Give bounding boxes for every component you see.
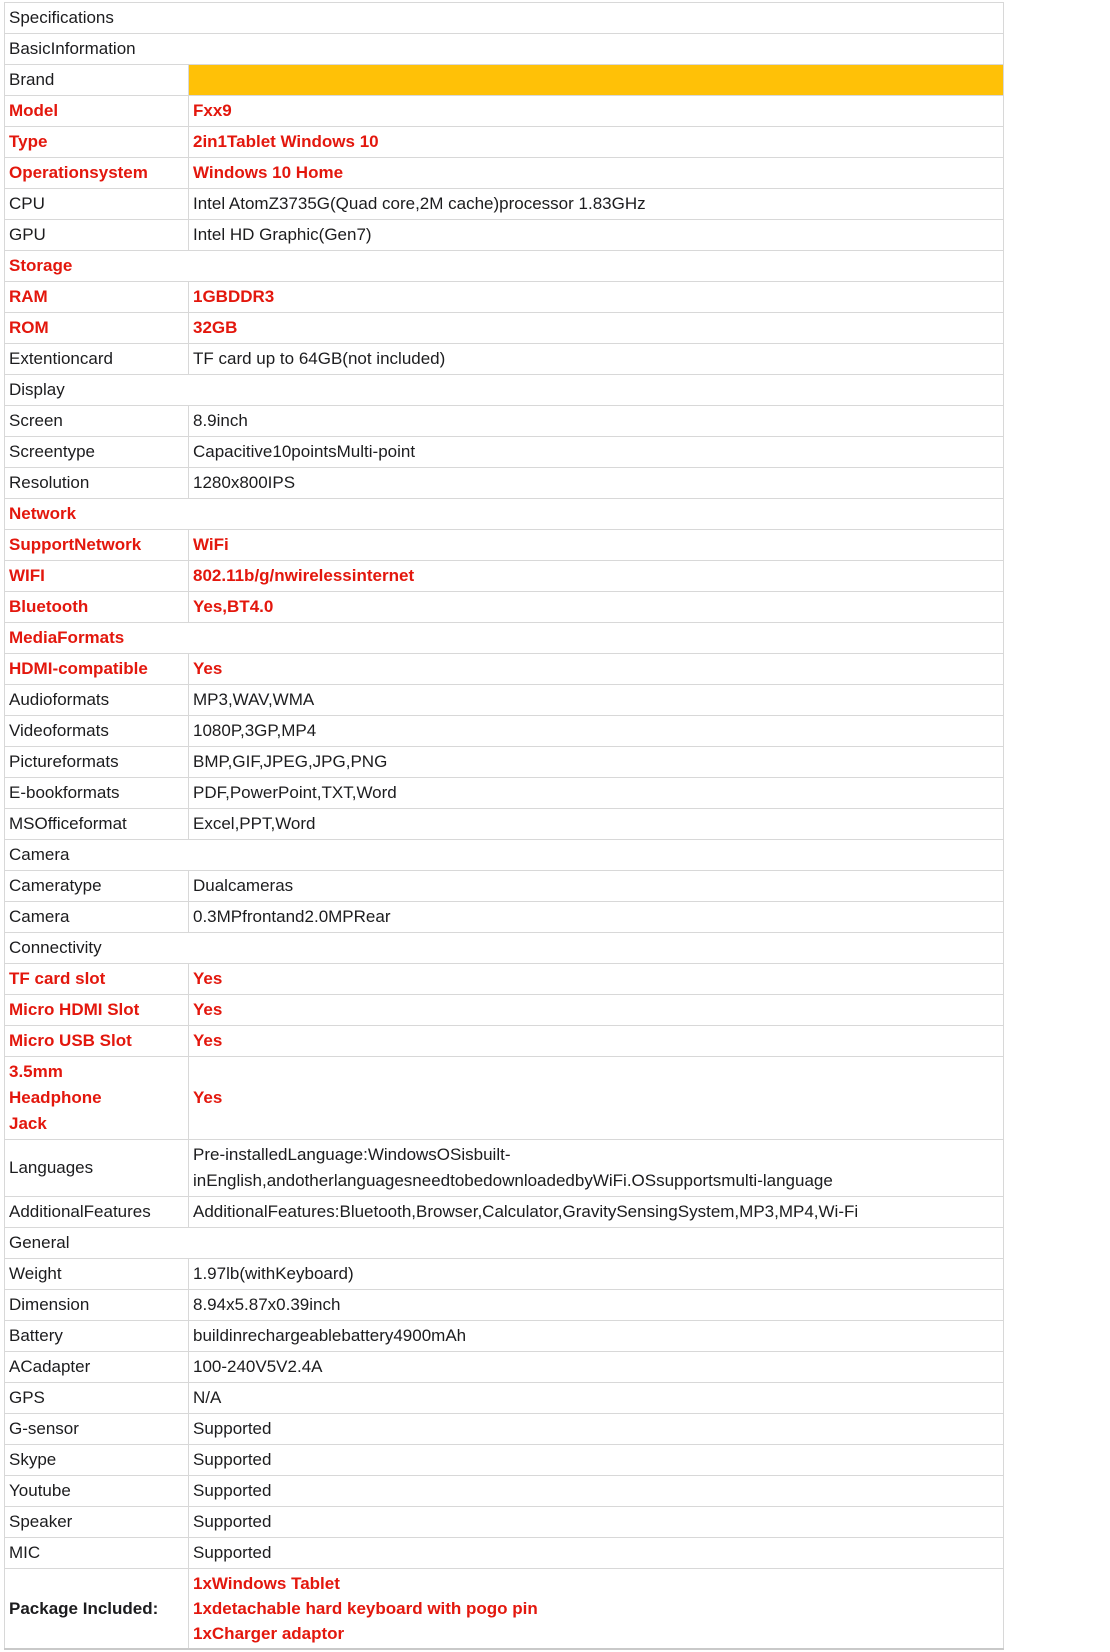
spec-label-cell [5,685,189,716]
spec-label: Battery [9,1326,63,1345]
section-row [5,933,1004,964]
spec-label: Cameratype [9,876,102,895]
spec-value-cell: buildinrechargeablebattery4900mAh [189,1321,1004,1352]
spec-label-cell [5,65,189,96]
spec-label: Brand [9,70,55,89]
spec-value-line: 1xWindows Tablet [193,1574,340,1593]
spec-row [5,344,1004,375]
section-header: BasicInformation [5,34,1004,65]
section-row [5,840,1004,871]
spec-value-cell: Intel AtomZ3735G(Quad core,2M cache)processor 1.83GHz [189,189,1004,220]
spec-label: GPS [9,1388,45,1407]
spec-value-cell: Dualcameras [189,871,1004,902]
spec-label: Screentype [9,442,95,461]
spec-label-cell [5,1507,189,1538]
spec-row [5,809,1004,840]
spec-row [5,1507,1004,1538]
section-header: General [5,1228,1004,1259]
spec-value-cell: N/A [189,1383,1004,1414]
spec-label: WIFI [9,566,45,585]
section-row [5,251,1004,282]
spec-label: ROM [9,318,49,337]
spec-label: G-sensor [9,1419,79,1438]
spec-value-cell: Yes [189,995,1004,1026]
section-row [5,623,1004,654]
spec-label: E-bookformats [9,783,120,802]
spec-row [5,902,1004,933]
spec-row [5,127,1004,158]
spec-row [5,282,1004,313]
spec-label: GPU [9,225,46,244]
spec-row [5,871,1004,902]
spec-value-line: 1xCharger adaptor [193,1624,345,1643]
spec-row [5,1321,1004,1352]
spec-label: Bluetooth [9,597,89,616]
spec-label: Weight [9,1264,62,1283]
spec-row [5,778,1004,809]
spec-value-line: 1xdetachable hard keyboard with pogo pin [193,1599,538,1618]
section-row [5,499,1004,530]
spec-label: Pictureformats [9,752,119,771]
spec-value-cell: 1280x800IPS [189,468,1004,499]
spec-row [5,96,1004,127]
spec-row [5,1445,1004,1476]
spec-row [5,1259,1004,1290]
spec-value-cell: Supported [189,1445,1004,1476]
brand-highlight-cell [189,65,1004,96]
spec-label-cell [5,437,189,468]
spec-label-cell [5,871,189,902]
spec-row [5,964,1004,995]
spec-row [5,406,1004,437]
spec-value-cell: Supported [189,1538,1004,1569]
section-row [5,34,1004,65]
spec-row [5,1026,1004,1057]
spec-value-cell: Excel,PPT,Word [189,809,1004,840]
spec-label-cell [5,1383,189,1414]
section-header: Network [5,499,1004,530]
spec-value-cell: Supported [189,1414,1004,1445]
spec-row [5,158,1004,189]
spec-value-cell: PDF,PowerPoint,TXT,Word [189,778,1004,809]
spec-label: Resolution [9,473,90,492]
spec-label-cell [5,1445,189,1476]
specifications-table [4,2,1004,1650]
section-header: Connectivity [5,933,1004,964]
spec-row [5,1383,1004,1414]
spec-value-cell: 1080P,3GP,MP4 [189,716,1004,747]
spec-value-cell: 100-240V5V2.4A [189,1352,1004,1383]
spec-row [5,1414,1004,1445]
spec-value-cell: Yes,BT4.0 [189,592,1004,623]
spec-label: MSOfficeformat [9,814,127,833]
spec-value-cell [189,1569,1004,1650]
spec-row [5,1290,1004,1321]
spec-value-cell: AdditionalFeatures:Bluetooth,Browser,Calculator,GravitySensingSystem,MP3,MP4,Wi-Fi [189,1197,1004,1228]
section-row [5,1228,1004,1259]
spec-label: Extentioncard [9,349,113,368]
spec-row [5,189,1004,220]
spec-label: MIC [9,1543,41,1562]
spec-row [5,747,1004,778]
spec-label: Type [9,132,48,151]
spec-label-cell [5,654,189,685]
spec-label-cell [5,1569,189,1650]
spec-label: Audioformats [9,690,110,709]
spec-label-cell [5,1197,189,1228]
spec-label-cell [5,964,189,995]
spec-label: SupportNetwork [9,535,142,554]
spec-label-cell [5,1352,189,1383]
spec-label-cell [5,778,189,809]
spec-value-cell: BMP,GIF,JPEG,JPG,PNG [189,747,1004,778]
spec-label: Videoformats [9,721,109,740]
spec-value-cell: Pre-installedLanguage:WindowsOSisbuilt-inEnglish,andotherlanguagesneedtobedownloadedbyWiFi.OSsupportsmulti-language [189,1140,1004,1197]
spec-label: TF card slot [9,969,106,988]
spec-label: Dimension [9,1295,90,1314]
spec-row [5,685,1004,716]
spec-label: ACadapter [9,1357,91,1376]
spec-label-cell [5,902,189,933]
spec-value-cell: Yes [189,1026,1004,1057]
spec-label-cell [5,1321,189,1352]
spec-value-cell: TF card up to 64GB(not included) [189,344,1004,375]
spec-label: Model [9,101,59,120]
spec-label-cell [5,1140,189,1197]
spec-value-cell: Intel HD Graphic(Gen7) [189,220,1004,251]
spec-value-cell: 8.94x5.87x0.39inch [189,1290,1004,1321]
spec-row [5,530,1004,561]
spec-row [5,1197,1004,1228]
spec-label-cell [5,282,189,313]
spec-label: Speaker [9,1512,73,1531]
spec-label: AdditionalFeatures [9,1202,151,1221]
section-header: Camera [5,840,1004,871]
spec-row [5,592,1004,623]
spec-value-cell: WiFi [189,530,1004,561]
spec-row [5,220,1004,251]
spec-label-cell [5,530,189,561]
table-title: Specifications [5,3,1004,34]
spec-label: Micro HDMI Slot [9,1000,140,1019]
spec-value-cell: Supported [189,1476,1004,1507]
spec-label: HDMI-compatible [9,659,148,678]
spec-label-cell [5,1414,189,1445]
spec-value-cell: Yes [189,1057,1004,1140]
spec-value-cell: MP3,WAV,WMA [189,685,1004,716]
section-header: Storage [5,251,1004,282]
spec-value-cell: Capacitive10pointsMulti-point [189,437,1004,468]
spec-label: Micro USB Slot [9,1031,132,1050]
spec-label: Youtube [9,1481,71,1500]
spec-row [5,65,1004,96]
spec-label-cell [5,127,189,158]
spec-label-cell [5,313,189,344]
spec-label-cell [5,220,189,251]
spec-value-cell: 1.97lb(withKeyboard) [189,1259,1004,1290]
spec-value-cell: 32GB [189,313,1004,344]
spec-label-cell [5,344,189,375]
spec-label-cell [5,189,189,220]
spec-label-cell [5,716,189,747]
spec-value-cell: 2in1Tablet Windows 10 [189,127,1004,158]
spec-label-cell [5,592,189,623]
spec-label: Languages [9,1158,94,1177]
spec-label: Package Included: [9,1598,159,1618]
spec-row [5,1057,1004,1140]
spec-label: RAM [9,287,48,306]
spec-value-cell: Yes [189,964,1004,995]
spec-value-cell: 1GBDDR3 [189,282,1004,313]
spec-label-cell [5,1538,189,1569]
spec-label-cell [5,995,189,1026]
section-row [5,375,1004,406]
spec-label-cell [5,809,189,840]
spec-label-cell [5,96,189,127]
spec-table-body [5,3,1004,1650]
section-header: MediaFormats [5,623,1004,654]
spec-value-cell: Yes [189,654,1004,685]
spec-row [5,313,1004,344]
spec-value-cell: 8.9inch [189,406,1004,437]
spec-value-cell: 0.3MPfrontand2.0MPRear [189,902,1004,933]
title-row [5,3,1004,34]
spec-value-cell: Supported [189,1507,1004,1538]
spec-label-cell [5,1057,189,1140]
spec-label: Operationsystem [9,163,148,182]
spec-row [5,1476,1004,1507]
spec-row [5,1140,1004,1197]
spec-row [5,1352,1004,1383]
spec-label-cell [5,1476,189,1507]
spec-row [5,654,1004,685]
spec-row [5,437,1004,468]
spec-label: Screen [9,411,63,430]
spec-row [5,468,1004,499]
spec-label-cell [5,1290,189,1321]
spec-row [5,716,1004,747]
spec-label-cell [5,1259,189,1290]
spec-value-cell: Fxx9 [189,96,1004,127]
spec-label-cell [5,1026,189,1057]
spec-label: Skype [9,1450,57,1469]
spec-label-cell [5,406,189,437]
spec-value-cell: Windows 10 Home [189,158,1004,189]
spec-label-cell [5,561,189,592]
spec-row [5,995,1004,1026]
spec-label-cell [5,747,189,778]
spec-row [5,561,1004,592]
spec-row [5,1569,1004,1650]
spec-row [5,1538,1004,1569]
section-header: Display [5,375,1004,406]
spec-label: CPU [9,194,45,213]
spec-label: 3.5mm Headphone Jack [9,1062,102,1133]
spec-value-cell: 802.11b/g/nwirelessinternet [189,561,1004,592]
spec-label-cell [5,158,189,189]
spec-label: Camera [9,907,70,926]
spec-label-cell [5,468,189,499]
